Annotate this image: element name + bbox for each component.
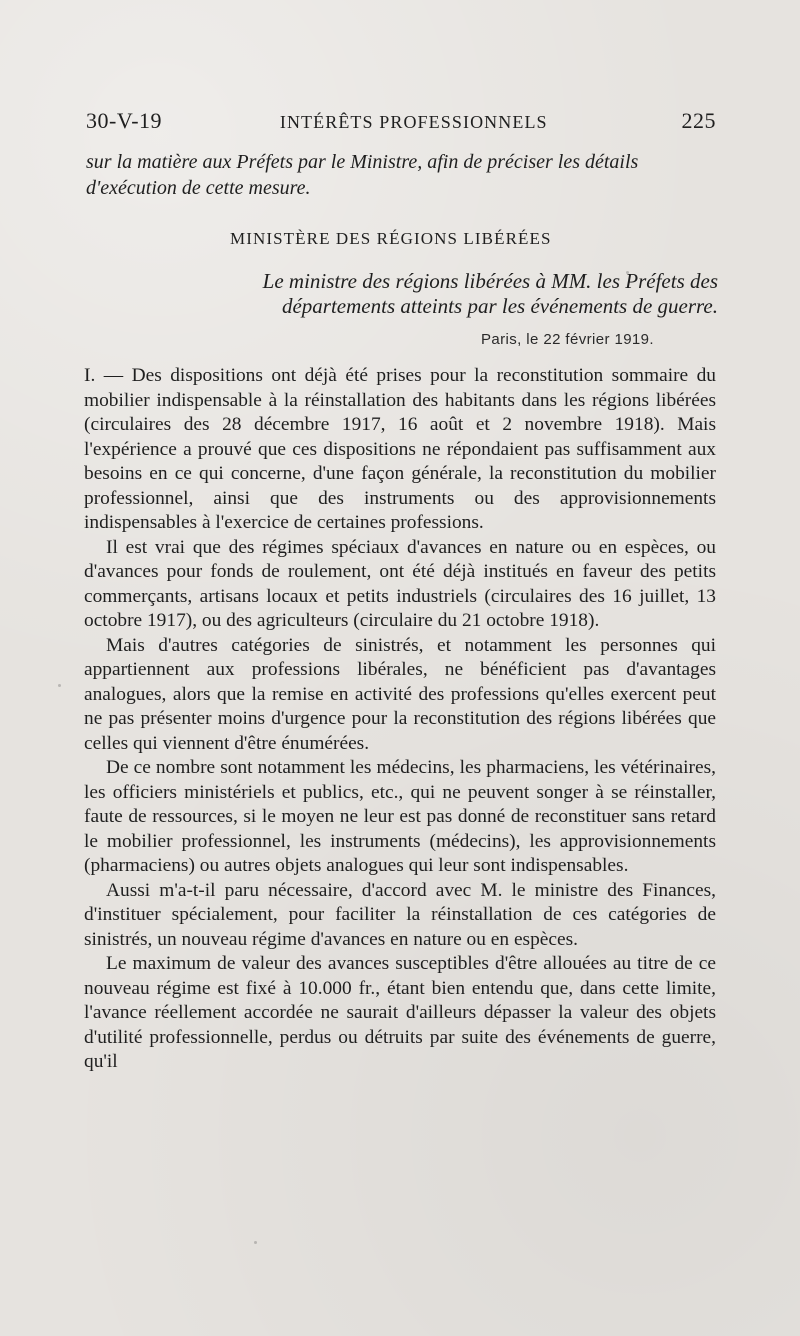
header-section-title: INTÉRÊTS PROFESSIONNELS bbox=[279, 112, 548, 132]
paragraph: De ce nombre sont notamment les médecins, les pharmaciens, les vétérinaires, les officiers ministériels et publics, etc., qui ne peuvent songer à se réinstaller, faute de ressources, si le moyen ne leur est pas donné de reconstituer sans retard le mobilier professionnel, les instruments (médecins), les approvisionnements (pharmaciens) ou autres objets analogues qui leur sont indispensables. bbox=[84, 757, 716, 876]
header-issue-date: 30-V-19 bbox=[86, 108, 163, 133]
ministry-heading: MINISTÈRE DES RÉGIONS LIBÉRÉES bbox=[230, 229, 552, 248]
paragraph: Aussi m'a-t-il paru nécessaire, d'accord avec M. le ministre des Finances, d'instituer spécialement, pour faciliter la réinstallation de ces catégories de sinistrés, un nouveau régime d'avances en nature ou en espèces. bbox=[84, 879, 716, 950]
paper-speck bbox=[58, 684, 61, 687]
paper-speck bbox=[254, 1241, 257, 1244]
paragraph: Mais d'autres catégories de sinistrés, et notamment les personnes qui appartiennent aux professions libérales, ne bénéficient pas d'avantages analogues, alors que la remise en activité des professions qu'elles exercent peut ne pas présenter moins d'urgence pour la reconstitution des régions libérées que celles qui viennent d'être énumérées. bbox=[84, 634, 716, 754]
paper-speck bbox=[626, 271, 629, 274]
main-text bbox=[84, 364, 716, 1075]
paragraph: Il est vrai que des régimes spéciaux d'avances en nature ou en espèces, ou d'avances pour fonds de roulement, ont été déjà institués en faveur des petits commerçants, artisans locaux et petits industriels (circulaires des 16 juillet, 13 octobre 1917), ou des agriculteurs (circulaire du 21 octobre 1918). bbox=[84, 536, 716, 631]
running-header bbox=[86, 108, 716, 138]
paragraph: I. — Des dispositions ont déjà été prises pour la reconstitution sommaire du mobilier indispensable à la réinstallation des habitants dans les régions libérées (circulaires des 28 décembre 1917, 16 août et 2 novembre 1918). Mais l'expérience a prouvé que ces dispositions ne répondaient pas suffisamment aux besoins en ce qui concerne, d'une façon générale, la reconstitution du mobilier professionnel, ainsi que des instruments ou des approvisionnements indispensables à l'exercice de certaines professions. bbox=[84, 365, 716, 533]
dateline: Paris, le 22 février 1919. bbox=[481, 331, 654, 348]
intro-continuation: sur la matière aux Préfets par le Ministre, afin de préciser les détails d'exécution de cette mesure. bbox=[86, 151, 639, 199]
address-line: Le ministre des régions libérées à MM. les Préfets des départements atteints par les événements de guerre. bbox=[262, 269, 718, 318]
page-number: 225 bbox=[681, 108, 716, 133]
paragraph: Le maximum de valeur des avances susceptibles d'être allouées au titre de ce nouveau régime est fixé à 10.000 fr., étant bien entendu que, dans cette limite, l'avance réellement accordée ne saurait d'ailleurs dépasser la valeur des objets d'utilité professionnelle, perdus ou détruits par suite des événements de guerre, qu'il bbox=[84, 953, 716, 1072]
